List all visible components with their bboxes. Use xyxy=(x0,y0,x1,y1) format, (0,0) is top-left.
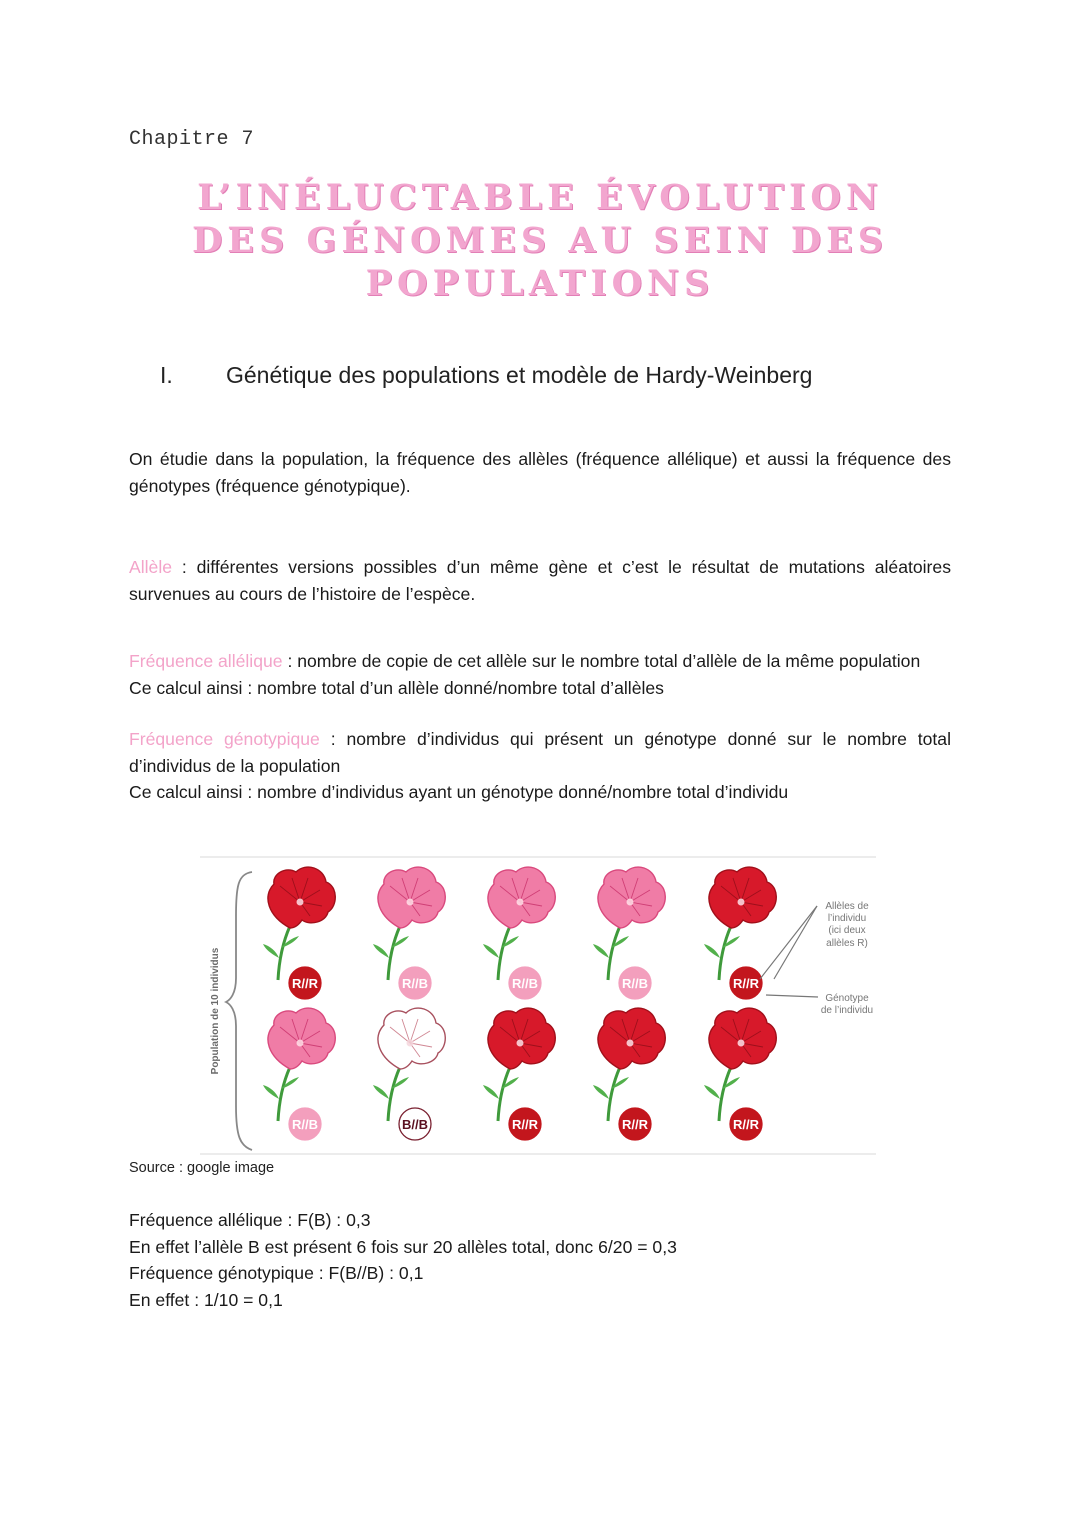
flower-individual xyxy=(373,1008,445,1140)
result-line: En effet : 1/10 = 0,1 xyxy=(129,1289,283,1310)
genotype-label: R//R xyxy=(292,976,318,991)
definition-calc: Ce calcul ainsi : nombre d’individus ayant un génotype donné/nombre total d’individu xyxy=(129,782,789,802)
annotation-line: Allèles de xyxy=(825,901,869,912)
definition-text: : nombre d’individus qui présent un génotype donné sur le nombre total d’individus de la population xyxy=(129,729,951,776)
definition-text: : différentes versions possibles d’un même gène et c’est le résultat de mutations aléatoires survenues au cours de l’histoire de l’espèce. xyxy=(129,557,951,604)
page-title xyxy=(120,176,960,305)
definition-allelic-frequency xyxy=(129,648,951,701)
flower-individual xyxy=(483,1008,555,1140)
genotype-label: R//R xyxy=(512,1117,538,1132)
flower-individual xyxy=(593,867,665,999)
flower-leaf xyxy=(263,1085,279,1099)
flower-leaf xyxy=(704,944,720,958)
intro-paragraph: On étudie dans la population, la fréquence des allèles (fréquence allélique) et aussi la fréquence des génotypes (fréquence génotypique). xyxy=(129,449,951,496)
results-block xyxy=(129,1207,677,1313)
section-title: Génétique des populations et modèle de Hardy-Weinberg xyxy=(226,362,813,388)
definition-term: Allèle xyxy=(129,557,173,577)
title-line: POPULATIONS xyxy=(365,263,715,304)
flower-stem xyxy=(608,926,620,980)
annotation-line: (ici deux xyxy=(828,925,866,936)
genotype-label: R//R xyxy=(733,1117,759,1132)
flower-individual xyxy=(373,867,445,999)
flower-stem xyxy=(278,1067,290,1121)
definition-text: : nombre de copie de cet allèle sur le nombre total d’allèle de la même population xyxy=(282,651,921,671)
chapter-label: Chapitre 7 xyxy=(129,128,255,151)
genotype-annotation xyxy=(821,993,873,1016)
flower-stem xyxy=(498,926,510,980)
definition-term: Fréquence génotypique xyxy=(129,729,320,749)
flower-individual xyxy=(263,1008,335,1140)
definition-calc: Ce calcul ainsi : nombre total d’un allèle donné/nombre total d’allèles xyxy=(129,677,664,698)
flower-individual xyxy=(263,867,335,999)
definition-allele xyxy=(129,554,951,607)
title-line: L’INÉLUCTABLE ÉVOLUTION xyxy=(197,177,883,218)
flower-leaf xyxy=(483,1085,499,1099)
result-line: Fréquence allélique : F(B) : 0,3 xyxy=(129,1210,371,1230)
flower-stem xyxy=(388,1067,400,1121)
genotype-label: R//B xyxy=(402,976,428,991)
annotation-line: de l’individu xyxy=(820,1005,874,1016)
result-line: Fréquence génotypique : F(B//B) : 0,1 xyxy=(129,1263,424,1283)
flower-stem xyxy=(388,926,400,980)
flower-stem xyxy=(719,926,731,980)
flower-individual xyxy=(704,1008,776,1140)
result-line: En effet l’allèle B est présent 6 fois sur 20 allèles total, donc 6/20 = 0,3 xyxy=(129,1236,677,1257)
genotype-label: R//B xyxy=(292,1117,318,1132)
annotation-line: allèles R) xyxy=(826,938,868,949)
population-figure xyxy=(200,856,880,1156)
flower-individual xyxy=(593,1008,665,1140)
flower-individual xyxy=(483,867,555,999)
allele-annotation xyxy=(825,901,869,949)
flower-leaf xyxy=(593,1085,609,1099)
flower-leaf xyxy=(483,944,499,958)
flower-leaf xyxy=(263,944,279,958)
title-line: DES GÉNOMES AU SEIN DES xyxy=(191,220,889,261)
flower-stem xyxy=(498,1067,510,1121)
flower-grid xyxy=(263,867,776,1140)
population-label: Population de 10 individus xyxy=(210,947,221,1075)
section-heading xyxy=(160,362,812,389)
flower-leaf xyxy=(593,944,609,958)
flower-stem xyxy=(278,926,290,980)
flower-individual xyxy=(704,867,776,999)
definition-term: Fréquence allélique xyxy=(129,651,283,671)
flower-stem xyxy=(719,1067,731,1121)
genotype-label: R//R xyxy=(733,976,759,991)
population-brace xyxy=(226,872,252,1150)
image-source: Source : google image xyxy=(129,1160,275,1176)
annotation-line: l’individu xyxy=(827,913,867,924)
genotype-label: R//R xyxy=(622,1117,648,1132)
genotype-label: R//B xyxy=(622,976,648,991)
flower-stem xyxy=(608,1067,620,1121)
genotype-label: R//B xyxy=(512,976,538,991)
definition-genotypic-frequency xyxy=(129,726,951,806)
flower-leaf xyxy=(704,1085,720,1099)
flower-leaf xyxy=(373,1085,389,1099)
genotype-label: B//B xyxy=(402,1117,428,1132)
section-number: I. xyxy=(160,362,173,388)
flower-leaf xyxy=(373,944,389,958)
annotation-line: Génotype xyxy=(825,993,869,1004)
